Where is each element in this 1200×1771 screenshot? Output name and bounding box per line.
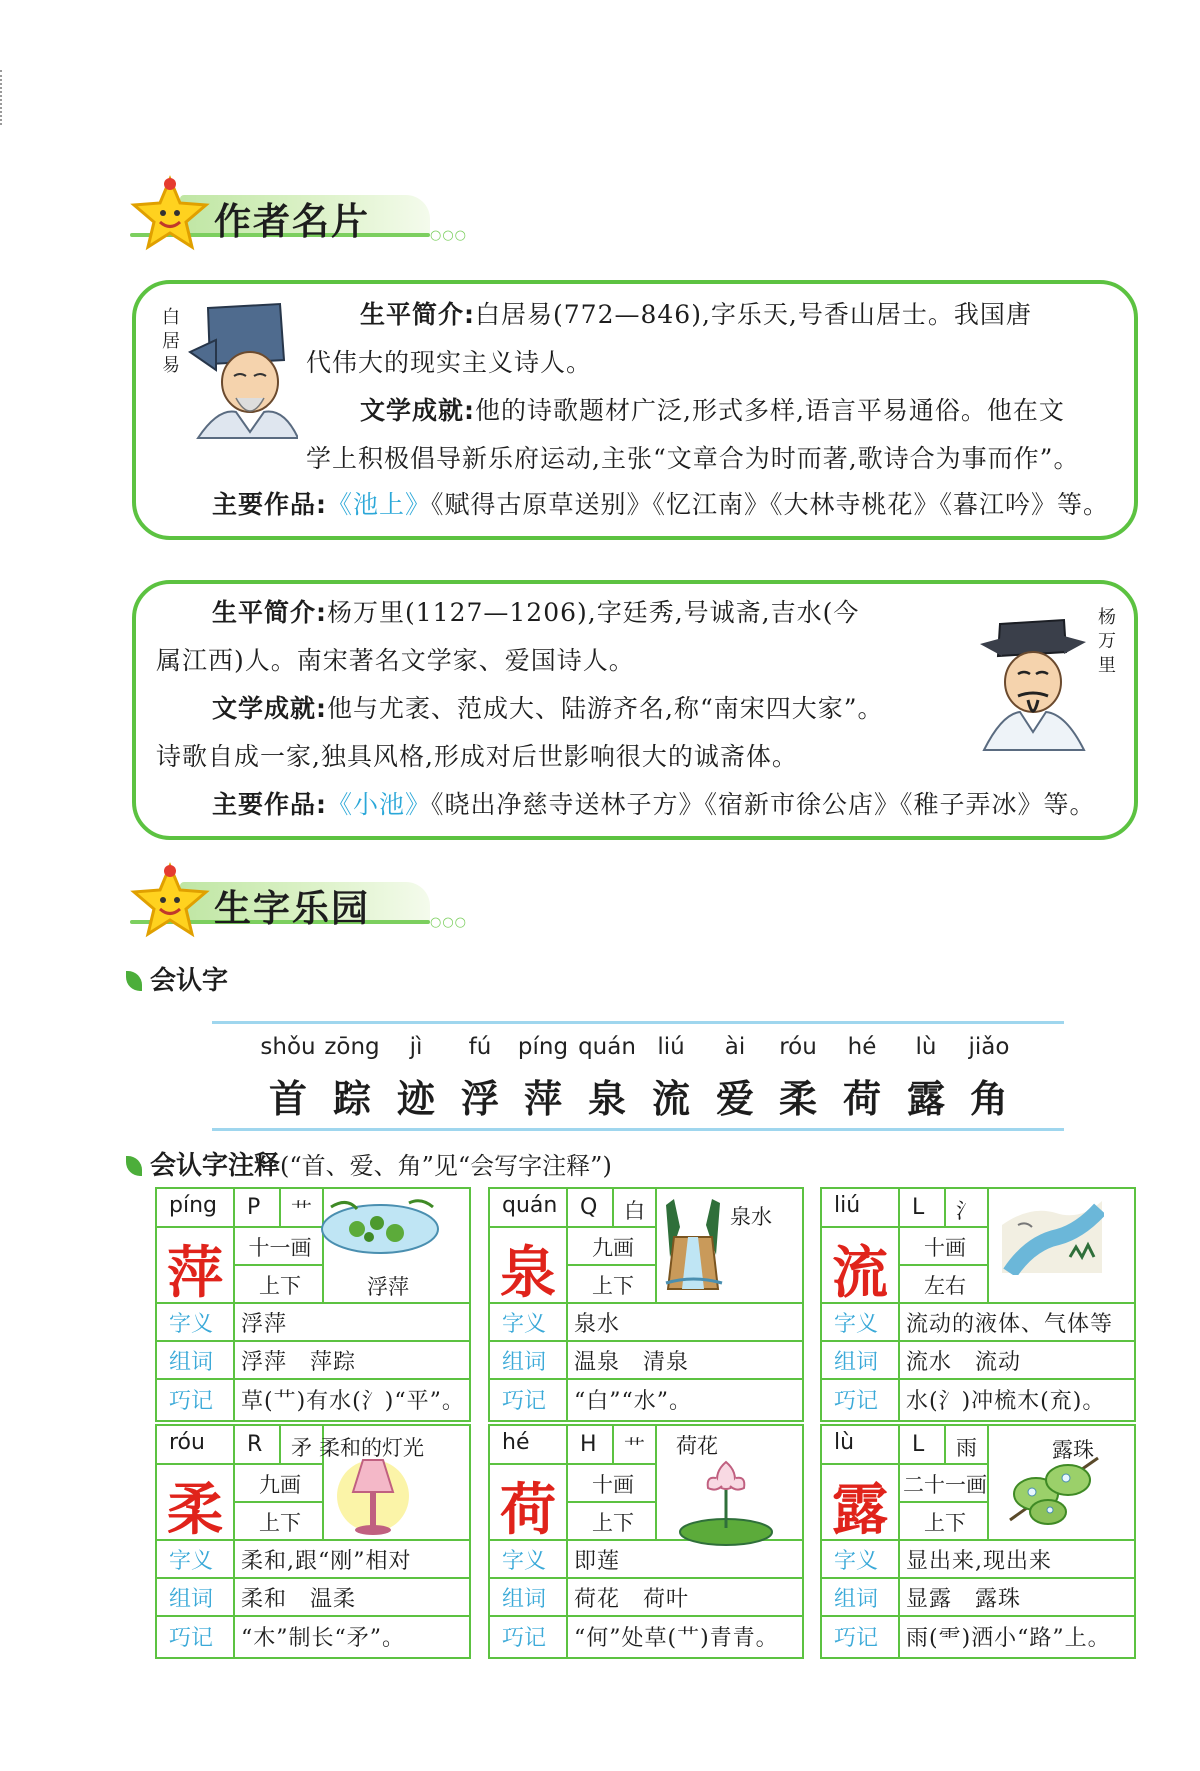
grid-line <box>233 1501 322 1503</box>
card-character: 露 <box>832 1477 888 1543</box>
life-line-2: 代伟大的现实主义诗人。 <box>306 348 593 377</box>
card-illustration <box>660 1197 726 1297</box>
words-text: 浮萍 萍踪 <box>241 1350 357 1375</box>
card-radical: 雨 <box>956 1436 977 1460</box>
grid-line <box>566 1189 568 1302</box>
words-label: 组词 <box>502 1350 547 1375</box>
author-card-yang-wanli <box>132 580 1138 840</box>
card-initial-letter: L <box>912 1432 925 1457</box>
grid-line <box>898 1226 987 1228</box>
words-text: 荷花 荷叶 <box>574 1587 690 1612</box>
grid-line <box>233 1264 322 1266</box>
card-structure: 上下 <box>592 1274 634 1298</box>
grid-line <box>822 1577 1134 1579</box>
author-card-bai-juyi <box>132 280 1138 540</box>
meaning-text: 显出来,现出来 <box>906 1549 1052 1574</box>
card-initial-letter: H <box>580 1432 597 1457</box>
words-text: 柔和 温柔 <box>241 1587 357 1612</box>
grid-line <box>566 1463 655 1465</box>
grid-line <box>490 1577 802 1579</box>
card-structure: 上下 <box>259 1274 301 1298</box>
achieve-line-1: 文学成就:他与尤袤、范成大、陆游齐名,称“南宋四大家”。 <box>212 694 884 723</box>
words-text: 流水 流动 <box>906 1350 1022 1375</box>
meaning-label: 字义 <box>502 1312 547 1337</box>
grid-line <box>233 1539 235 1657</box>
grid-line <box>233 1302 235 1420</box>
card-picture-caption: 露珠 <box>1052 1438 1094 1462</box>
card-initial-letter: R <box>247 1432 263 1457</box>
card-character: 流 <box>832 1240 888 1306</box>
tip-label: 巧记 <box>502 1626 547 1651</box>
grid-line <box>233 1426 235 1539</box>
grid-line <box>612 1426 614 1463</box>
section-title: 作者名片 <box>214 200 370 243</box>
card-pinyin: píng <box>169 1193 217 1218</box>
card-radical: 艹 <box>624 1436 645 1460</box>
grid-line <box>944 1189 946 1226</box>
header-dots: ○○○ <box>430 915 468 930</box>
grid-line <box>822 1340 1134 1342</box>
char-note-card <box>155 1187 471 1422</box>
card-picture-caption: 浮萍 <box>367 1275 409 1299</box>
words-label: 组词 <box>834 1350 879 1375</box>
subheading-recognize: 会认字 <box>126 960 228 997</box>
grid-line <box>157 1226 233 1228</box>
grid-line <box>898 1501 987 1503</box>
smiling-star-icon <box>130 862 210 938</box>
grid-line <box>898 1264 987 1266</box>
card-pinyin: hé <box>502 1430 530 1455</box>
tip-label: 巧记 <box>502 1389 547 1414</box>
card-illustration <box>676 1452 776 1552</box>
meaning-label: 字义 <box>834 1549 879 1574</box>
works-line: 主要作品:《小池》《晓出净慈寺送林子方》《宿新市徐公店》《稚子弄冰》等。 <box>212 790 1096 819</box>
meaning-text: 即莲 <box>574 1549 621 1574</box>
grid-line <box>822 1378 1134 1380</box>
grid-line <box>233 1463 322 1465</box>
tip-text: “白”“水”。 <box>574 1389 692 1414</box>
achieve-line-2: 诗歌自成一家,独具风格,形成对后世影响很大的诚斋体。 <box>156 742 798 771</box>
grid-line <box>566 1264 655 1266</box>
card-radical: 氵 <box>956 1199 977 1223</box>
grid-line <box>822 1226 898 1228</box>
leaf-icon <box>126 971 142 991</box>
char-note-card <box>488 1187 804 1422</box>
card-picture-caption: 荷花 <box>676 1434 718 1458</box>
tip-label: 巧记 <box>834 1389 879 1414</box>
grid-line <box>898 1426 900 1539</box>
tip-text: 雨(⻗)洒小“路”上。 <box>906 1626 1111 1651</box>
works-line: 主要作品:《池上》《赋得古原草送别》《忆江南》《大林寺桃花》《暮江吟》等。 <box>212 490 1110 519</box>
meaning-text: 浮萍 <box>241 1312 288 1337</box>
words-text: 温泉 清泉 <box>574 1350 690 1375</box>
card-picture-caption: 泉水 <box>730 1205 772 1229</box>
card-character: 荷 <box>500 1477 556 1543</box>
grid-line <box>822 1463 898 1465</box>
header-dots: ○○○ <box>430 228 468 243</box>
char-note-card <box>820 1187 1136 1422</box>
grid-line <box>157 1577 469 1579</box>
meaning-label: 字义 <box>169 1549 214 1574</box>
smiling-star-icon <box>130 175 210 251</box>
grid-line <box>898 1463 987 1465</box>
card-radical: 矛 <box>291 1436 312 1460</box>
card-pinyin: quán <box>502 1193 558 1218</box>
grid-line <box>944 1426 946 1463</box>
words-label: 组词 <box>502 1587 547 1612</box>
achieve-line-1: 文学成就:他的诗歌题材广泛,形式多样,语言平易通俗。他在文 <box>360 396 1065 425</box>
card-pinyin: lù <box>834 1430 855 1455</box>
card-stroke-count: 十一画 <box>248 1236 312 1260</box>
tip-label: 巧记 <box>169 1389 214 1414</box>
card-structure: 上下 <box>924 1511 966 1535</box>
char-note-card <box>488 1424 804 1659</box>
words-label: 组词 <box>169 1350 214 1375</box>
tip-label: 巧记 <box>169 1626 214 1651</box>
meaning-text: 柔和,跟“刚”相对 <box>241 1549 412 1574</box>
tip-label: 巧记 <box>834 1626 879 1651</box>
grid-line <box>566 1426 568 1539</box>
grid-line <box>279 1426 281 1463</box>
card-stroke-count: 九画 <box>592 1236 634 1260</box>
meaning-label: 字义 <box>169 1312 214 1337</box>
grid-line <box>566 1226 655 1228</box>
tip-text: 水(氵)冲梳木(㐬)。 <box>906 1389 1106 1414</box>
card-stroke-count: 二十一画 <box>903 1473 987 1497</box>
author-name-vertical: 杨万里 <box>1098 607 1116 676</box>
grid-line <box>233 1189 235 1302</box>
grid-line <box>566 1302 568 1420</box>
life-line-1: 生平简介:杨万里(1127—1206),字廷秀,号诚斋,吉水(今 <box>212 598 860 627</box>
card-pinyin: róu <box>169 1430 205 1455</box>
card-initial-letter: L <box>912 1195 925 1220</box>
meaning-label: 字义 <box>502 1549 547 1574</box>
grid-line <box>279 1189 281 1226</box>
tip-text: “何”处草(艹)青青。 <box>574 1626 779 1651</box>
card-structure: 上下 <box>592 1511 634 1535</box>
card-character: 柔 <box>167 1477 223 1543</box>
grid-line <box>490 1615 802 1617</box>
life-line-1: 生平简介:白居易(772—846),字乐天,号香山居士。我国唐 <box>360 300 1032 329</box>
grid-line <box>566 1501 655 1503</box>
card-radical: 白 <box>624 1199 645 1223</box>
subheading-notes: 会认字注释(“首、爱、角”见“会写字注释”) <box>126 1145 612 1182</box>
grid-line <box>898 1302 900 1420</box>
card-stroke-count: 十画 <box>592 1473 634 1497</box>
card-initial-letter: P <box>247 1195 261 1220</box>
grid-line <box>612 1189 614 1226</box>
grid-line <box>490 1226 566 1228</box>
leaf-icon <box>126 1156 142 1176</box>
card-illustration <box>1000 1195 1104 1279</box>
grid-line <box>157 1463 233 1465</box>
meaning-text: 泉水 <box>574 1312 621 1337</box>
grid-line <box>233 1226 322 1228</box>
grid-line <box>157 1378 469 1380</box>
card-pinyin: liú <box>834 1193 861 1218</box>
meaning-text: 流动的液体、气体等 <box>906 1312 1114 1337</box>
bai-juyi-portrait <box>188 300 298 440</box>
char-note-card <box>820 1424 1136 1659</box>
section-header-authors <box>130 175 470 245</box>
card-character: 泉 <box>500 1240 556 1306</box>
tip-text: “木”制长“矛”。 <box>241 1626 405 1651</box>
card-initial-letter: Q <box>580 1195 598 1220</box>
tip-text: 草(艹)有水(氵)“平”。 <box>241 1389 465 1414</box>
card-picture-caption: 柔和的灯光 <box>319 1436 424 1460</box>
grid-line <box>898 1189 900 1302</box>
recognize-char-strip: shǒu 首 zōng 踪 jì 迹 fú 浮 píng 萍 quán 泉 liú 流 ài 爱 róu 柔 hé 荷 lù 露 jiǎo 角 <box>212 1021 1064 1131</box>
char-note-card <box>155 1424 471 1659</box>
card-illustration <box>333 1452 413 1546</box>
card-structure: 上下 <box>259 1511 301 1535</box>
scan-edge-mark <box>0 70 5 125</box>
grid-line <box>898 1539 900 1657</box>
card-stroke-count: 九画 <box>259 1473 301 1497</box>
life-line-2: 属江西)人。南宋著名文学家、爱国诗人。 <box>156 646 635 675</box>
card-structure: 左右 <box>924 1274 966 1298</box>
words-label: 组词 <box>169 1587 214 1612</box>
section-title: 生字乐园 <box>214 887 370 930</box>
grid-line <box>157 1615 469 1617</box>
grid-line <box>157 1340 469 1342</box>
yang-wanli-portrait <box>978 602 1088 752</box>
meaning-label: 字义 <box>834 1312 879 1337</box>
grid-line <box>490 1340 802 1342</box>
author-name-vertical: 白居易 <box>162 307 180 376</box>
grid-line <box>566 1539 568 1657</box>
grid-line <box>822 1615 1134 1617</box>
words-text: 显露 露珠 <box>906 1587 1022 1612</box>
section-header-characters <box>130 862 470 932</box>
achieve-line-2: 学上积极倡导新乐府运动,主张“文章合为时而著,歌诗合为事而作”。 <box>306 444 1080 473</box>
grid-line <box>490 1378 802 1380</box>
card-illustration <box>317 1193 443 1263</box>
grid-line <box>490 1463 566 1465</box>
card-character: 萍 <box>167 1240 223 1306</box>
card-stroke-count: 十画 <box>924 1236 966 1260</box>
words-label: 组词 <box>834 1587 879 1612</box>
card-radical: 艹 <box>291 1199 312 1223</box>
